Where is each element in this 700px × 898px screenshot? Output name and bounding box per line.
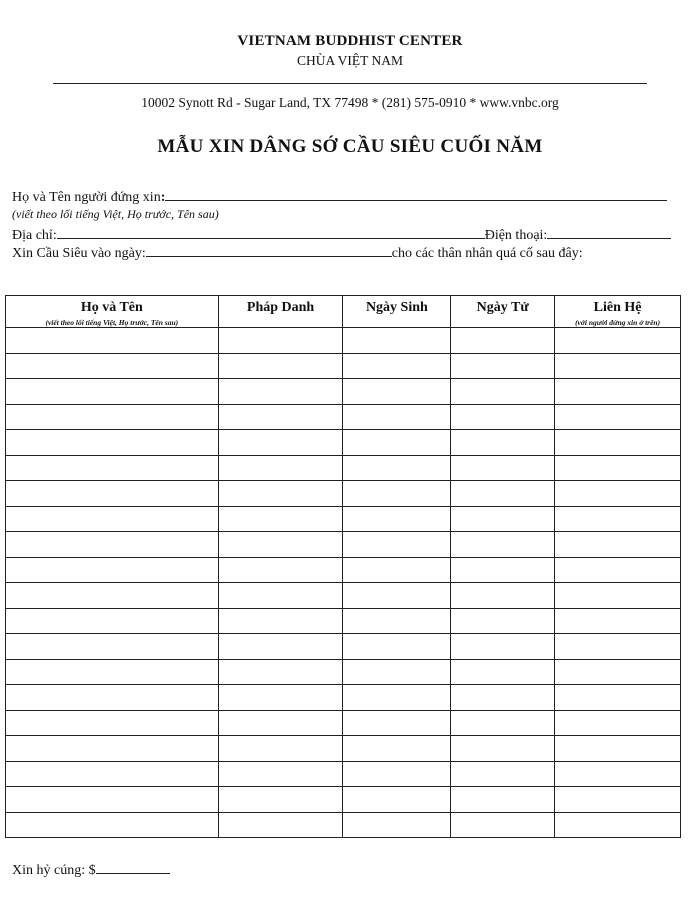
column-note: (với người đứng xin ở trên) (575, 318, 661, 327)
table-row (6, 685, 681, 711)
table-cell[interactable] (555, 608, 681, 634)
table-cell[interactable] (218, 608, 343, 634)
table-cell[interactable] (555, 812, 681, 838)
table-cell[interactable] (451, 583, 555, 609)
table-row (6, 634, 681, 660)
table-cell[interactable] (451, 685, 555, 711)
table-row (6, 404, 681, 430)
table-cell[interactable] (218, 736, 343, 762)
requester-note: (viết theo lối tiếng Việt, Họ trước, Tên sau) (12, 207, 219, 221)
table-row (6, 379, 681, 405)
org-name: VIETNAM BUDDHIST CENTER (237, 33, 463, 49)
table-cell[interactable] (343, 506, 451, 532)
table-cell[interactable] (218, 404, 343, 430)
table-cell[interactable] (451, 404, 555, 430)
table-cell[interactable] (6, 430, 219, 456)
table-cell[interactable] (218, 787, 343, 813)
table-cell[interactable] (343, 812, 451, 838)
table-row (6, 481, 681, 507)
column-header-relationship (555, 296, 681, 328)
table-cell[interactable] (218, 532, 343, 558)
date-line (12, 243, 583, 262)
table-row (6, 736, 681, 762)
table-cell[interactable] (343, 532, 451, 558)
date-label: Xin Cầu Siêu vào ngày: (12, 246, 146, 261)
table-cell[interactable] (451, 736, 555, 762)
table-cell[interactable] (451, 710, 555, 736)
table-cell[interactable] (218, 481, 343, 507)
table-cell[interactable] (6, 506, 219, 532)
table-cell[interactable] (6, 608, 219, 634)
table-cell[interactable] (343, 685, 451, 711)
address-label: Địa chỉ: (12, 228, 57, 243)
table-cell[interactable] (218, 506, 343, 532)
table-cell[interactable] (343, 761, 451, 787)
table-cell[interactable] (555, 583, 681, 609)
table-cell[interactable] (555, 710, 681, 736)
table-cell[interactable] (555, 761, 681, 787)
requester-colon: : (160, 190, 166, 205)
column-label: Ngày Sinh (365, 300, 428, 315)
table-cell[interactable] (343, 659, 451, 685)
column-label: Liên Hệ (593, 300, 642, 315)
column-note: (viết theo lối tiếng Việt, Họ trước, Tên sau) (45, 318, 179, 327)
table-cell[interactable] (555, 557, 681, 583)
table-cell[interactable] (218, 685, 343, 711)
table-row (6, 710, 681, 736)
table-cell[interactable] (555, 787, 681, 813)
table-row (6, 787, 681, 813)
table-cell[interactable] (218, 634, 343, 660)
donation-label: Xin hỷ cúng: $ (12, 863, 96, 878)
table-cell[interactable] (218, 353, 343, 379)
org-name-vietnamese: CHÙA VIỆT NAM (296, 53, 403, 68)
table-cell[interactable] (6, 481, 219, 507)
table-cell[interactable] (6, 685, 219, 711)
org-address: 10002 Synott Rd - Sugar Land, TX 77498 * (281) 575-0910 * www.vnbc.org (141, 95, 559, 110)
table-body (6, 328, 681, 838)
table-cell[interactable] (451, 379, 555, 405)
phone-field[interactable] (547, 225, 671, 239)
table-cell[interactable] (343, 634, 451, 660)
requester-label: Họ và Tên người đứng xin (12, 190, 161, 205)
table-cell[interactable] (6, 583, 219, 609)
table-cell[interactable] (451, 481, 555, 507)
table-row (6, 812, 681, 838)
table-row (6, 532, 681, 558)
table-cell[interactable] (555, 328, 681, 354)
requester-name-field[interactable] (165, 187, 667, 201)
table-cell[interactable] (451, 557, 555, 583)
table-cell[interactable] (451, 532, 555, 558)
table-cell[interactable] (555, 481, 681, 507)
table-cell[interactable] (343, 736, 451, 762)
table-cell[interactable] (218, 812, 343, 838)
table-cell[interactable] (555, 506, 681, 532)
address-field[interactable] (57, 225, 485, 239)
table-cell[interactable] (6, 736, 219, 762)
table-cell[interactable] (218, 379, 343, 405)
form-title: MẪU XIN DÂNG SỚ CẦU SIÊU CUỐI NĂM (157, 136, 543, 157)
table-cell[interactable] (6, 710, 219, 736)
table-row (6, 761, 681, 787)
donation-line (12, 860, 170, 879)
table-cell[interactable] (6, 812, 219, 838)
table-cell[interactable] (555, 455, 681, 481)
table-cell[interactable] (555, 685, 681, 711)
table-cell[interactable] (555, 736, 681, 762)
table-cell[interactable] (6, 761, 219, 787)
table-cell[interactable] (555, 659, 681, 685)
table-cell[interactable] (451, 634, 555, 660)
table-cell[interactable] (555, 634, 681, 660)
table-cell[interactable] (451, 353, 555, 379)
table-cell[interactable] (343, 608, 451, 634)
table-cell[interactable] (343, 710, 451, 736)
column-header-name (6, 296, 219, 328)
table-cell[interactable] (451, 608, 555, 634)
table-cell[interactable] (218, 583, 343, 609)
table-row (6, 353, 681, 379)
table-cell[interactable] (6, 557, 219, 583)
column-header-dharma-name (218, 296, 343, 328)
table-row (6, 557, 681, 583)
table-cell[interactable] (218, 430, 343, 456)
table-cell[interactable] (451, 506, 555, 532)
header-divider (53, 83, 647, 84)
table-row (6, 328, 681, 354)
table-row (6, 608, 681, 634)
table-cell[interactable] (218, 455, 343, 481)
date-suffix: cho các thân nhân quá cố sau đây: (391, 246, 583, 261)
table-row (6, 506, 681, 532)
table-cell[interactable] (6, 328, 219, 354)
table-cell[interactable] (555, 353, 681, 379)
table-cell[interactable] (555, 532, 681, 558)
column-label: Pháp Danh (246, 300, 315, 315)
table-cell[interactable] (6, 787, 219, 813)
column-label: Ngày Tử (476, 300, 529, 315)
table-cell[interactable] (343, 557, 451, 583)
table-cell[interactable] (6, 404, 219, 430)
table-cell[interactable] (343, 455, 451, 481)
table-cell[interactable] (6, 379, 219, 405)
table-cell[interactable] (218, 659, 343, 685)
table-cell[interactable] (343, 404, 451, 430)
table-cell[interactable] (6, 634, 219, 660)
table-cell[interactable] (451, 659, 555, 685)
table-cell[interactable] (343, 583, 451, 609)
table-cell[interactable] (343, 787, 451, 813)
table-header-row (6, 296, 681, 328)
table-cell[interactable] (6, 353, 219, 379)
table-row (6, 659, 681, 685)
table-cell[interactable] (218, 328, 343, 354)
table-cell[interactable] (343, 430, 451, 456)
table-cell[interactable] (343, 328, 451, 354)
table-cell[interactable] (451, 455, 555, 481)
table-cell[interactable] (218, 557, 343, 583)
table-cell[interactable] (343, 353, 451, 379)
table-row (6, 583, 681, 609)
table-cell[interactable] (451, 787, 555, 813)
table-cell[interactable] (6, 455, 219, 481)
address-line (12, 225, 671, 244)
table-cell[interactable] (451, 761, 555, 787)
table-cell[interactable] (555, 404, 681, 430)
donation-amount-field[interactable] (96, 860, 170, 874)
requester-line (12, 187, 667, 206)
table-cell[interactable] (343, 481, 451, 507)
column-label: Họ và Tên (80, 300, 143, 315)
date-field[interactable] (146, 243, 392, 257)
table-cell[interactable] (218, 761, 343, 787)
table-row (6, 430, 681, 456)
deceased-table (5, 295, 681, 838)
table-cell[interactable] (6, 532, 219, 558)
table-cell[interactable] (343, 379, 451, 405)
table-row (6, 455, 681, 481)
column-header-death-date (451, 296, 555, 328)
table-cell[interactable] (451, 430, 555, 456)
table-cell[interactable] (218, 710, 343, 736)
table-cell[interactable] (451, 812, 555, 838)
table-cell[interactable] (451, 328, 555, 354)
table-cell[interactable] (6, 659, 219, 685)
table-cell[interactable] (555, 430, 681, 456)
phone-label: Điện thoại: (484, 228, 548, 243)
table-cell[interactable] (555, 379, 681, 405)
column-header-birth-date (343, 296, 451, 328)
